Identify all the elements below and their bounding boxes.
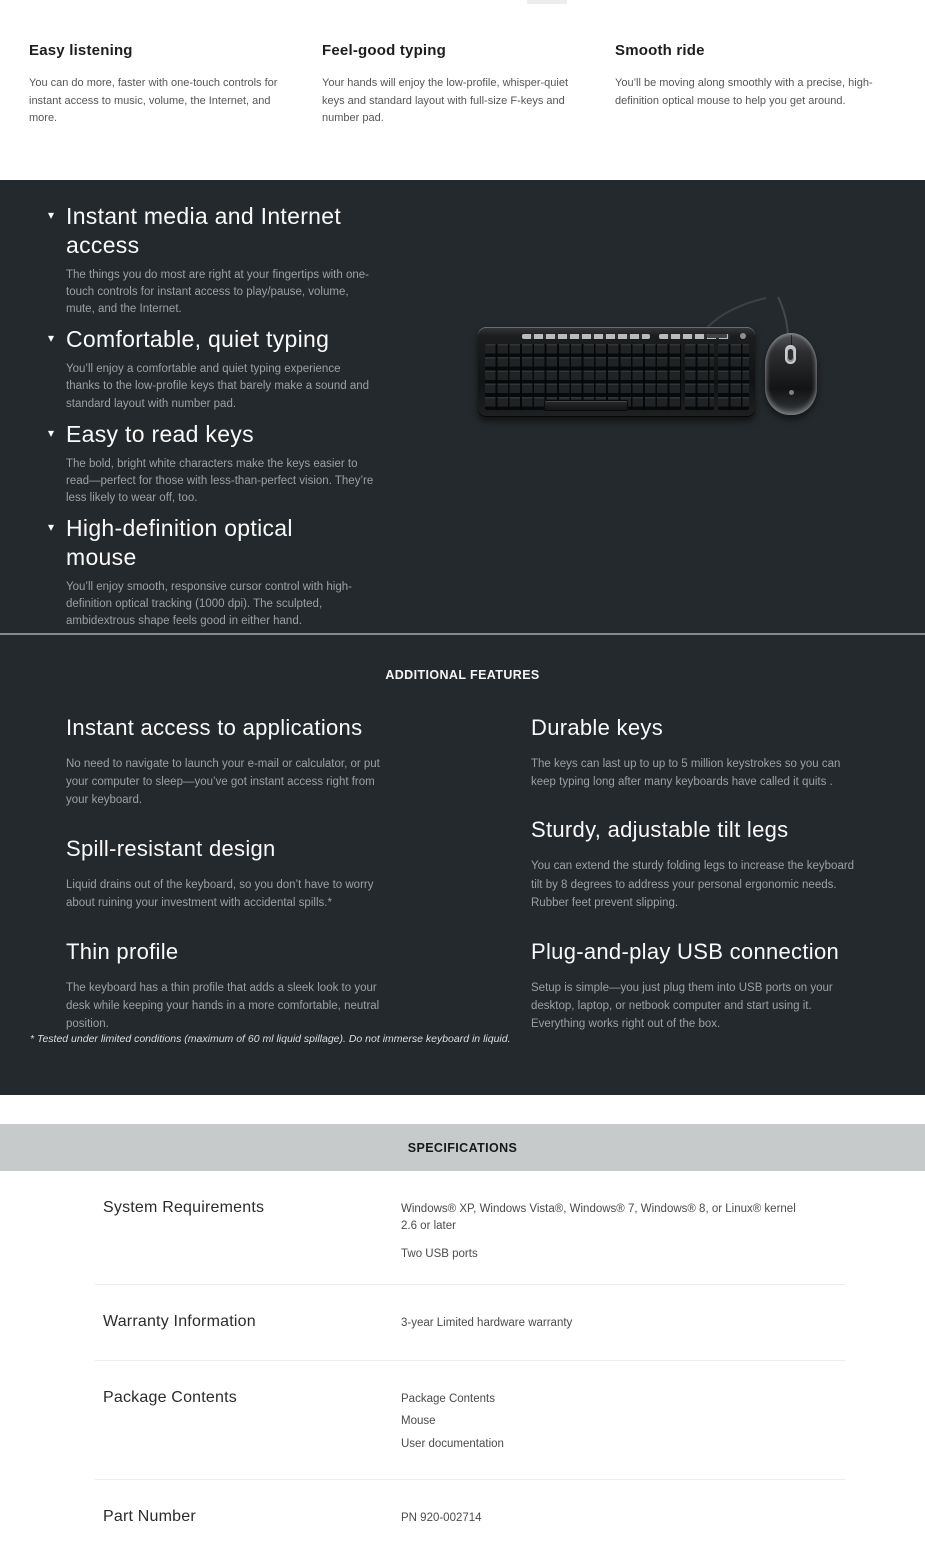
specifications-table xyxy=(95,1171,845,1557)
hero-benefit-feel-good-typing xyxy=(322,42,590,128)
hero-benefit-easy-listening xyxy=(29,42,297,128)
accordion-item-quiet-typing[interactable] xyxy=(48,325,400,420)
feature-instant-access xyxy=(66,715,466,810)
scrolled-image-remnant xyxy=(527,0,567,4)
product-image xyxy=(470,295,840,480)
accordion-item-body: The things you do most are right at your fingertips with one-touch controls for instant access to play/pause, volume, mute, and the Internet. xyxy=(66,268,369,315)
spill-test-footnote: * Tested under limited conditions (maximum of 60 ml liquid spillage). Do not immerse keyboard in liquid. xyxy=(30,1033,511,1045)
chevron-down-icon[interactable]: ▾ xyxy=(48,208,55,222)
feature-body: The keys can last up to up to 5 million keystrokes so you can keep typing long after many keyboards have called it quits . xyxy=(531,757,841,789)
accordion-item-title[interactable]: High-definition optical mouse xyxy=(66,515,293,570)
feature-accordion xyxy=(0,180,400,633)
logitech-logo xyxy=(789,390,794,395)
hero-benefit-body: You’ll be moving along smoothly with a precise, high-definition optical mouse to help you get around. xyxy=(615,77,873,107)
spec-row-part-number xyxy=(95,1480,845,1557)
mouse-photo xyxy=(765,333,817,415)
keyboard-indicator-lights xyxy=(707,334,727,338)
additional-features-grid xyxy=(0,715,925,1060)
spec-row-system-requirements xyxy=(95,1171,845,1285)
feature-title: Durable keys xyxy=(531,714,663,740)
feature-title: Spill-resistant design xyxy=(66,835,276,861)
section-gap xyxy=(0,1095,925,1124)
spec-row-package-contents xyxy=(95,1361,845,1480)
hero-benefit-title: Feel-good typing xyxy=(322,42,447,59)
accordion-item-content xyxy=(66,325,374,420)
hero-benefit-body: Your hands will enjoy the low-profile, whisper-quiet keys and standard layout with full-size F-keys and number pad. xyxy=(322,77,569,125)
feature-body: Setup is simple—you just plug them into USB ports on your desktop, laptop, or netbook computer and start using it. Everything works right out of the box. xyxy=(531,981,833,1031)
spec-label: System Requirements xyxy=(103,1199,265,1216)
specifications-header-bar xyxy=(0,1124,925,1171)
main-features-section xyxy=(0,180,925,633)
spec-values xyxy=(401,1389,845,1479)
feature-title: Instant access to applications xyxy=(66,714,363,740)
feature-title: Sturdy, adjustable tilt legs xyxy=(531,817,789,843)
spec-value: Two USB ports xyxy=(401,1247,478,1260)
feature-title: Thin profile xyxy=(66,938,179,964)
accordion-item-body: You’ll enjoy smooth, responsive cursor control with high-definition optical tracking (1000 dpi). The sculpted, ambidextrous shape feels good in either hand. xyxy=(66,580,352,628)
spec-label: Package Contents xyxy=(103,1389,237,1406)
accordion-item-title[interactable]: Comfortable, quiet typing xyxy=(66,326,330,353)
accordion-item-instant-media[interactable] xyxy=(48,202,400,325)
feature-body: Liquid drains out of the keyboard, so you don’t have to worry about ruining your investment with accidental spills.* xyxy=(66,878,374,910)
feature-durable-keys xyxy=(531,715,911,792)
feature-thin-profile xyxy=(66,939,466,1034)
feature-body: The keyboard has a thin profile that adds a sleek look to your desk while keeping your hands in a more comfortable, neutral position. xyxy=(66,981,380,1031)
additional-features-section xyxy=(0,635,925,1095)
accordion-item-body: You’ll enjoy a comfortable and quiet typing experience thanks to the low-profile keys that barely make a sound and standard layout with number pad. xyxy=(66,363,370,410)
spec-label: Warranty Information xyxy=(103,1313,256,1330)
hero-columns xyxy=(0,0,925,128)
specifications-heading: SPECIFICATIONS xyxy=(407,1140,518,1155)
feature-body: No need to navigate to launch your e-mail or calculator, or put your computer to sleep—you’ve got instant access right from your keyboard. xyxy=(66,757,380,807)
hero-benefit-body: You can do more, faster with one-touch controls for instant access to music, volume, the Internet, and more. xyxy=(29,77,278,125)
spec-label: Part Number xyxy=(103,1508,196,1525)
hero-benefit-title: Easy listening xyxy=(29,42,133,59)
spec-values xyxy=(401,1508,845,1557)
additional-features-right-column xyxy=(531,715,911,1060)
feature-title: Plug-and-play USB connection xyxy=(531,938,840,964)
spec-value: PN 920-002714 xyxy=(401,1512,482,1524)
feature-tilt-legs xyxy=(531,817,911,912)
keyboard-numpad-keys xyxy=(718,344,749,410)
spec-value: Mouse xyxy=(401,1415,436,1428)
chevron-down-icon[interactable]: ▾ xyxy=(48,520,55,535)
accordion-item-easy-read-keys[interactable] xyxy=(48,420,400,515)
accordion-item-body: The bold, bright white characters make the keys easier to read—perfect for those with less-than-perfect vision. They’re less likely to wear off, too. xyxy=(66,457,374,504)
feature-spill-resistant xyxy=(66,836,466,913)
feature-plug-and-play xyxy=(531,939,911,1034)
keyboard-spacebar xyxy=(544,400,628,411)
chevron-down-icon[interactable]: ▾ xyxy=(48,425,55,440)
spec-value: User documentation xyxy=(401,1437,504,1450)
accordion-item-content xyxy=(66,202,374,325)
logitech-logo xyxy=(740,333,746,339)
spec-values xyxy=(401,1313,845,1360)
accordion-item-content xyxy=(66,514,374,633)
accordion-item-content xyxy=(66,420,374,515)
keyboard-nav-keys xyxy=(685,344,714,410)
spec-value: 3-year Limited hardware warranty xyxy=(401,1317,573,1329)
mouse-scroll-wheel-slot xyxy=(788,349,793,360)
feature-body: You can extend the sturdy folding legs to increase the keyboard tilt by 8 degrees to address your personal ergonomic needs. Rubber feet prevent slipping. xyxy=(531,860,855,910)
spec-value: Package Contents xyxy=(401,1393,495,1405)
spec-values xyxy=(401,1199,845,1284)
mouse-scroll-wheel xyxy=(785,345,796,364)
hero-benefit-title: Smooth ride xyxy=(615,42,705,59)
additional-features-left-column xyxy=(66,715,466,1060)
spec-value: Windows® XP, Windows Vista®, Windows® 7, Windows® 8, or Linux® kernel 2.6 or later xyxy=(401,1203,796,1233)
keyboard-photo xyxy=(478,327,755,417)
chevron-down-icon[interactable]: ▾ xyxy=(48,331,55,346)
spec-row-warranty xyxy=(95,1285,845,1361)
accordion-item-title[interactable]: Instant media and Internet access xyxy=(66,203,342,258)
accordion-item-hd-mouse[interactable] xyxy=(48,514,400,633)
additional-features-heading: ADDITIONAL FEATURES xyxy=(385,667,540,682)
hero-benefits-section xyxy=(0,0,925,180)
accordion-item-title[interactable]: Easy to read keys xyxy=(66,420,254,447)
hero-benefit-smooth-ride xyxy=(615,42,883,128)
media-keys-strip xyxy=(522,334,650,339)
